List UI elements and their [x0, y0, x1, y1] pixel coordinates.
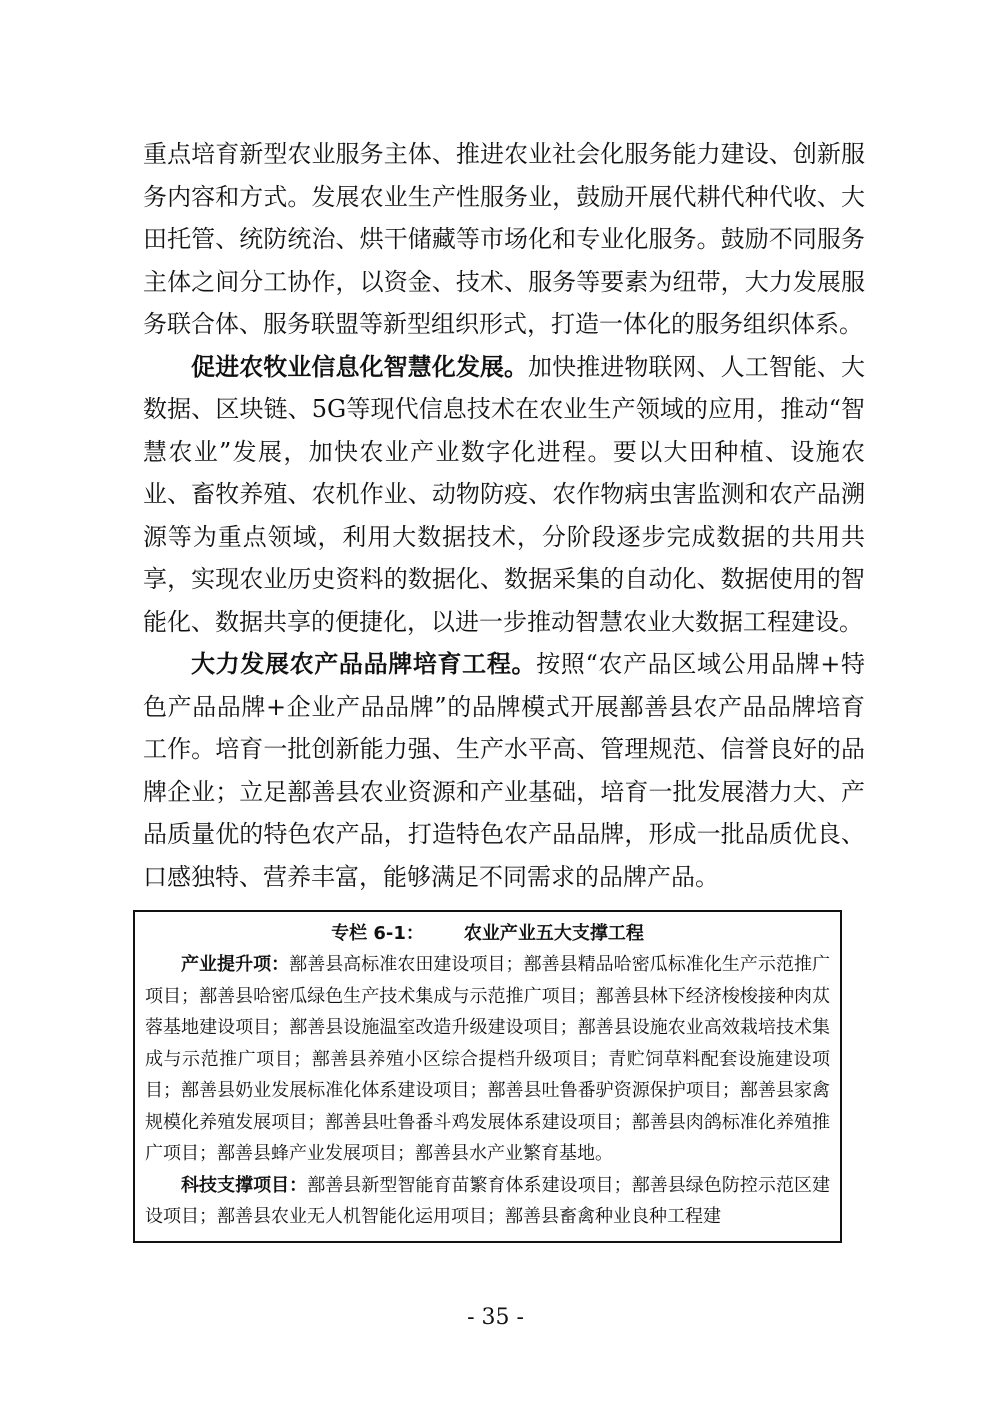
feature-box-item-technology-text: 鄯善县新型智能育苗繁育体系建设项目；鄯善县绿色防控示范区建设项目；鄯善县农业无人机智能化运用项目；鄯善县畜禽种业良种工程建	[145, 1174, 831, 1227]
feature-box	[133, 910, 842, 1243]
paragraph-services	[143, 133, 865, 346]
paragraph-smart-agriculture-heading: 促进农牧业信息化智慧化发展。	[191, 352, 529, 381]
page-number: - 35 -	[467, 1305, 524, 1330]
paragraph-brand-building-heading: 大力发展农产品品牌培育工程。	[191, 650, 537, 678]
paragraph-brand-building	[143, 643, 865, 898]
paragraph-smart-agriculture-text: 加快推进物联网、人工智能、大数据、区块链、5G等现代信息技术在农业生产领域的应用，推动“智慧农业”发展，加快农业产业数字化进程。要以大田种植、设施农业、畜牧养殖、农机作业、动物防疫、农作物病虫害监测和农产品溯源等为重点领域，利用大数据技术，分阶段逐步完成数据的共用共享，实现农业历史资料的数据化、数据采集的自动化、数据使用的智能化、数据共享的便捷化，以进一步推动智慧农业大数据工程建设。	[143, 352, 866, 636]
feature-box-heading: 农业产业五大支撑工程	[463, 923, 644, 944]
feature-box-item-technology	[145, 1170, 830, 1233]
paragraph-brand-building-text: 按照“农产品区域公用品牌+特色产品品牌+企业产品品牌”的品牌模式开展鄯善县农产品品牌培育工作。培育一批创新能力强、生产水平高、管理规范、信誉良好的品牌企业；立足鄯善县农业资源和产业基础，培育一批发展潜力大、产品质量优的特色农产品，打造特色农产品品牌，形成一批品质优良、口感独特、营养丰富，能够满足不同需求的品牌产品。	[143, 650, 865, 891]
paragraph-services-text: 重点培育新型农业服务主体、推进农业社会化服务能力建设、创新服务内容和方式。发展农业生产性服务业，鼓励开展代耕代种代收、大田托管、统防统治、烘干储藏等市场化和专业化服务。鼓励不同服务主体之间分工协作，以资金、技术、服务等要素为纽带，大力发展服务联合体、服务联盟等新型组织形式，打造一体化的服务组织体系。	[143, 140, 865, 338]
feature-box-item-technology-heading: 科技支撑项目：	[181, 1174, 308, 1196]
feature-box-item-industry	[145, 949, 830, 1170]
paragraph-smart-agriculture	[143, 346, 865, 644]
feature-box-item-industry-heading: 产业提升项：	[181, 954, 290, 975]
body-text	[143, 133, 865, 898]
feature-box-title	[145, 918, 830, 949]
feature-box-label: 专栏 6-1：	[331, 923, 424, 944]
feature-box-item-industry-text: 鄯善县高标准农田建设项目；鄯善县精品哈密瓜标准化生产示范推广项目；鄯善县哈密瓜绿色生产技术集成与示范推广项目；鄯善县林下经济梭梭接种肉苁蓉基地建设项目；鄯善县设施温室改造升级建设项目；鄯善县设施农业高效栽培技术集成与示范推广项目；鄯善县养殖小区综合提档升级项目；青贮饲草料配套设施建设项目；鄯善县奶业发展标准化体系建设项目；鄯善县吐鲁番驴资源保护项目；鄯善县家禽规模化养殖发展项目；鄯善县吐鲁番斗鸡发展体系建设项目；鄯善县肉鸽标准化养殖推广项目；鄯善县蜂产业发展项目；鄯善县水产业繁育基地。	[145, 954, 830, 1164]
